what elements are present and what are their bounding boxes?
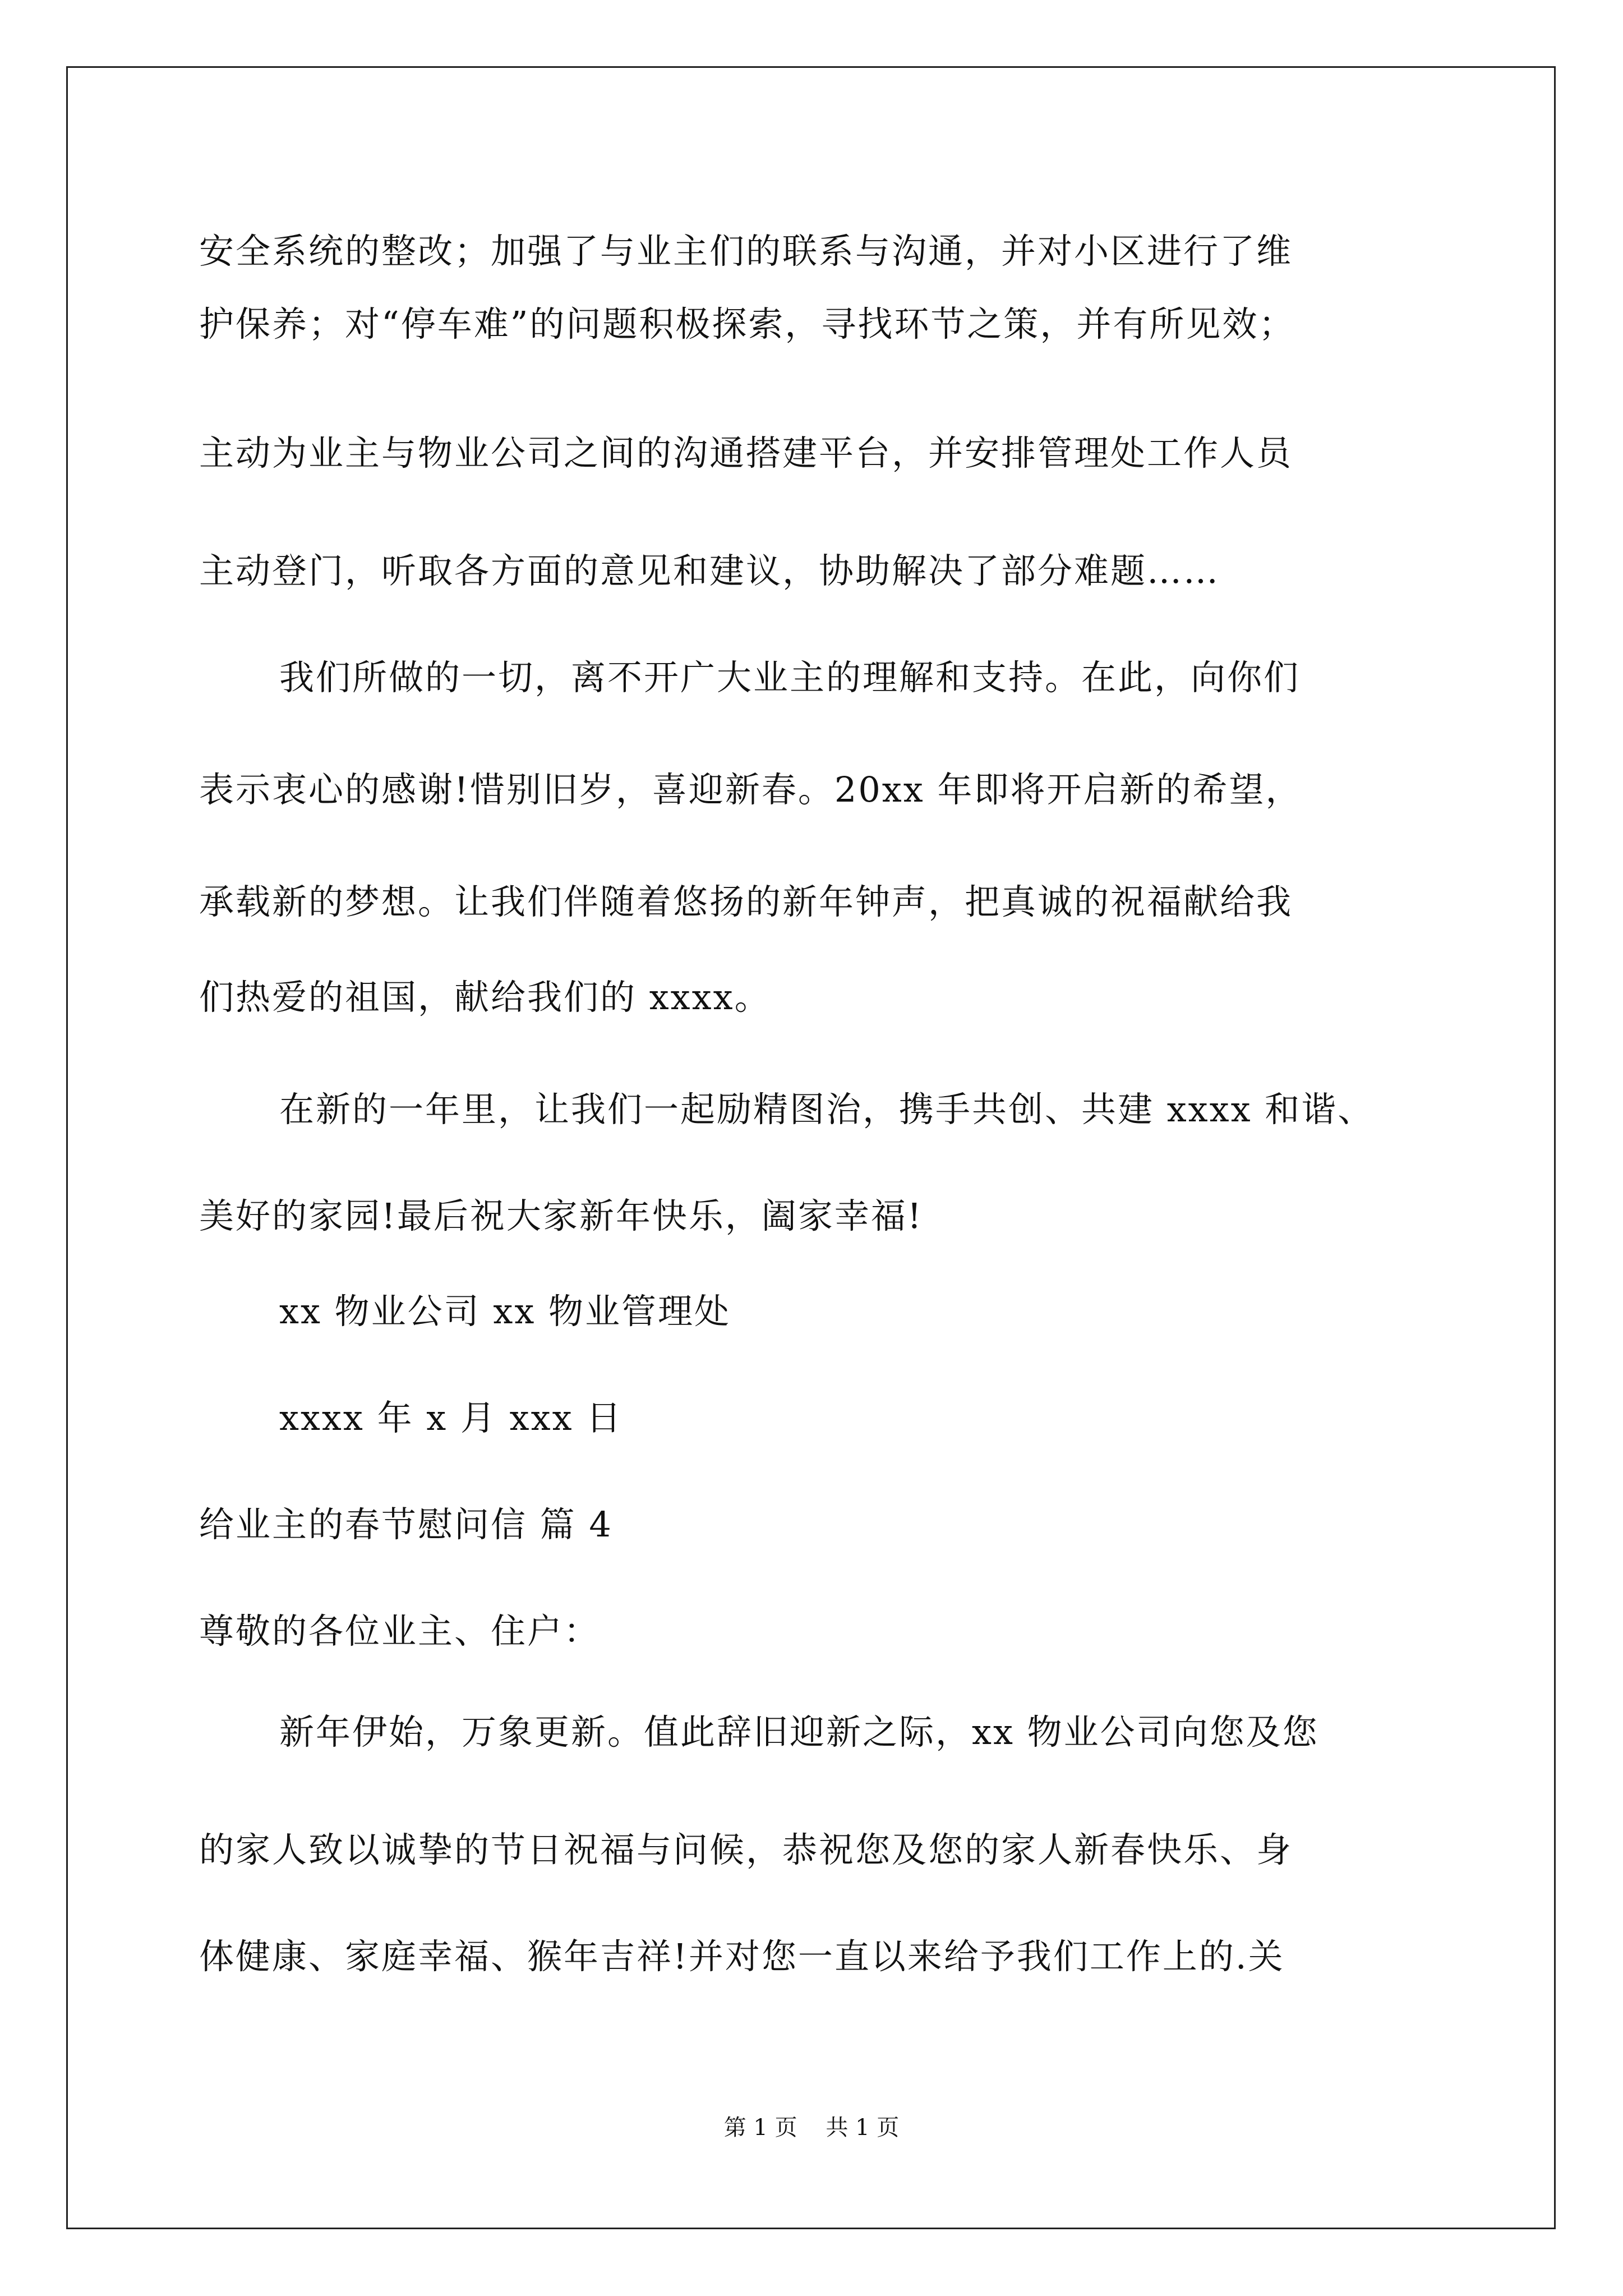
paragraph-start-line: 我们所做的一切，离不开广大业主的理解和支持。在此，向你们 [279,657,1301,698]
salutation: 尊敬的各位业主、住户： [199,1611,601,1651]
body-line: 主动为业主与物业公司之间的沟通搭建平台，并安排管理处工作人员 [199,432,1293,473]
body-line: 安全系统的整改；加强了与业主们的联系与沟通，并对小区进行了维 [199,231,1293,272]
paragraph-start-line: 在新的一年里，让我们一起励精图治，携手共创、共建 xxxx 和谐、 [279,1089,1375,1130]
body-line: 的家人致以诚挚的节日祝福与问候，恭祝您及您的家人新春快乐、身 [199,1829,1293,1870]
body-line: 美好的家园!最后祝大家新年快乐，阖家幸福! [199,1195,923,1236]
body-line: 承载新的梦想。让我们伴随着悠扬的新年钟声，把真诚的祝福献给我 [199,881,1293,922]
body-line: 体健康、家庭幸福、猴年吉祥!并对您一直以来给予我们工作上的.关 [199,1936,1285,1977]
body-line: 主动登门，听取各方面的意见和建议，协助解决了部分难题…… [199,550,1220,591]
page-border [66,66,1556,2229]
body-line: 们热爱的祖国，献给我们的 xxxx。 [199,977,771,1018]
body-line: 护保养；对“停车难”的问题积极探索，寻找环节之策，并有所见效； [199,303,1295,344]
section-heading: 给业主的春节慰问信 篇 4 [199,1504,613,1545]
signature-date: xxxx 年 x 月 xxx 日 [279,1397,623,1438]
signature-organization: xx 物业公司 xx 物业管理处 [279,1291,731,1332]
body-line: 表示衷心的感谢!惜别旧岁，喜迎新春。20xx 年即将开启新的希望， [199,769,1302,810]
page-number-footer: 第 1 页 共 1 页 [723,2115,900,2141]
paragraph-start-line: 新年伊始，万象更新。值此辞旧迎新之际，xx 物业公司向您及您 [279,1711,1319,1752]
